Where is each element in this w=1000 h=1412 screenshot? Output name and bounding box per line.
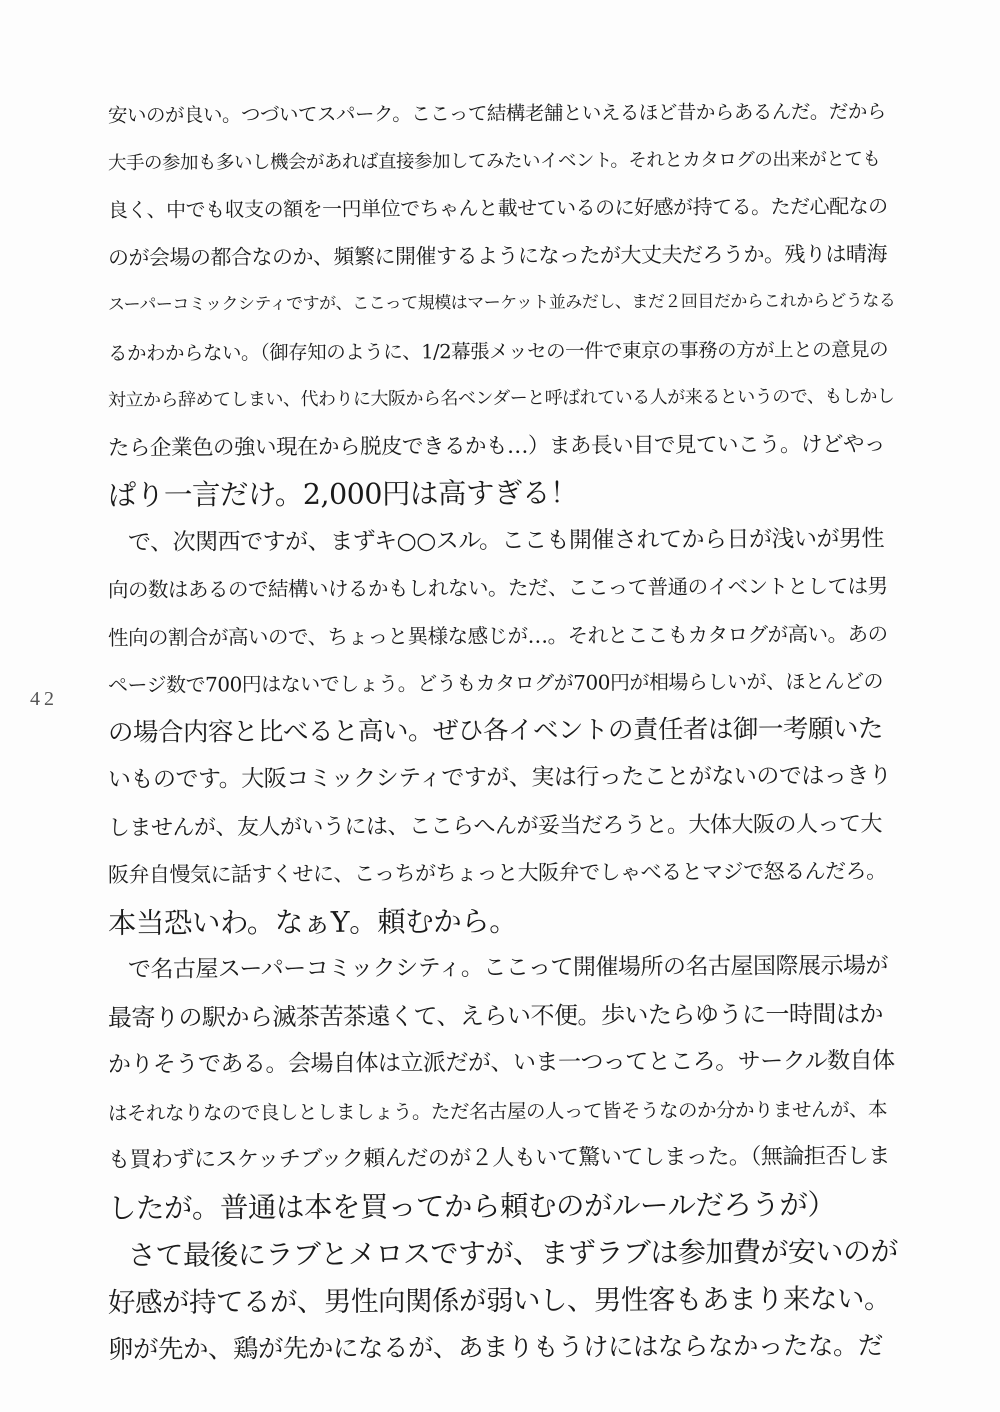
text-line: ページ数で700円はないでしょう。どうもカタログが700円が相場らしいが、ほとんどの: [107, 668, 884, 697]
text-line: 安いのが良い。つづいてスパーク。ここって結構老舗といえるほど昔からあるんだ。だから: [107, 99, 886, 127]
text-line: も買わずにスケッチブック頼んだのが２人もいて驚いてしまった。（無論拒否しま: [107, 1143, 890, 1173]
text-line: 阪弁自慢気に話すくせに、こっちがちょっと大阪弁でしゃべるとマジで怒るんだろ。: [107, 858, 887, 887]
text-line: いものです。大阪コミックシティですが、実は行ったことがないのではっきり: [107, 762, 892, 793]
text-line: 対立から辞めてしまい、代わりに大阪から名ベンダーと呼ばれている人が来るというので、もしかし: [107, 385, 895, 411]
text-line: の場合内容と比べると高い。ぜひ各イベントの責任者は御一考願いた: [107, 713, 884, 748]
text-line: 好感が持てるが、男性向関係が弱いし、男性客もあまり来ない。: [107, 1282, 892, 1319]
text-line: るかわからない。（御存知のように、1/2幕張メッセの一件で東京の事務の方が上との意見の: [107, 337, 889, 365]
text-line: はそれなりなので良しとしましょう。ただ名古屋の人って皆そうなのか分かりませんが、本: [107, 1097, 888, 1125]
text-line: 向の数はあるので結構いけるかもしれない。ただ、ここって普通のイベントとしては男: [107, 573, 888, 602]
text-line: 卵が先か、鶏が先かになるが、あまりもうけにはならなかったな。だ: [107, 1330, 884, 1365]
text-line: 大手の参加も多いし機会があれば直接参加してみたいイベント。それとカタログの出来がとても: [107, 148, 881, 174]
text-line: たら企業色の強い現在から脱皮できるかも…）まあ長い目で見ていこう。けどやっ: [107, 431, 886, 461]
text-line: しませんが、友人がいうには、ここらへんが妥当だろうと。大体大阪の人って大: [107, 811, 883, 841]
text-line: 本当恐いわ。なぁY。頼むから。: [107, 904, 518, 940]
text-line: で名古屋スーパーコミックシティ。ここって開催場所の名古屋国際展示場が: [127, 952, 889, 983]
text-line: 最寄りの駅から滅茶苦茶遠くて、えらい不便。歩いたらゆうに一時間はか: [107, 999, 884, 1032]
text-line: さて最後にラブとメロスですが、まずラブは参加費が安いのが: [127, 1234, 899, 1272]
text-line: かりそうである。会場自体は立派だが、いま一つってところ。サークル数自体: [107, 1047, 895, 1078]
text-line: 良く、中でも収支の額を一円単位でちゃんと載せているのに好感が持てる。ただ心配なの: [107, 193, 888, 222]
page-number: 42: [30, 688, 58, 710]
text-line: したが。普通は本を買ってから頼むのがルールだろうが）: [107, 1187, 836, 1225]
text-line: のが会場の都合なのか、頻繁に開催するようになったが大丈夫だろうか。残りは晴海: [107, 241, 888, 270]
handwritten-text-body: [108, 92, 898, 1375]
text-line: スーパーコミックシティですが、ここって規模はマーケット並みだし、まだ２回目だからこれからどうなる: [107, 290, 896, 315]
text-line: 性向の割合が高いので、ちょっと異様な感じが…。それとここもカタログが高い。あの: [107, 621, 888, 650]
text-line: で、次関西ですが、まずキ○○スル。ここも開催されてから日が浅いが男性: [127, 525, 884, 556]
text-line: ぱり一言だけ。2,000円は高すぎる！: [107, 476, 579, 512]
